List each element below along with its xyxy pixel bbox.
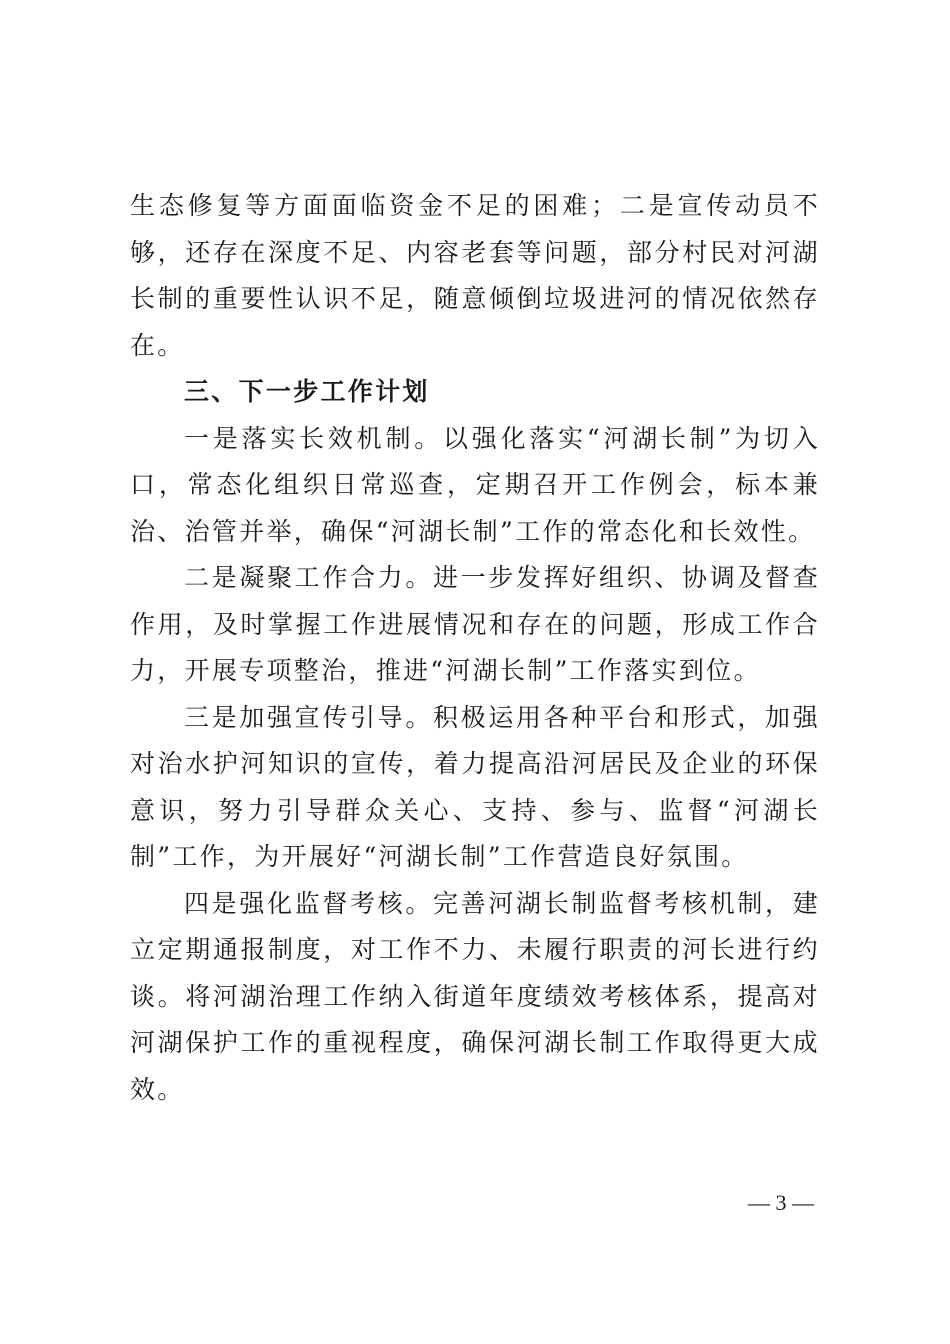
plan-item-4: 四是强化监督考核。完善河湖长制监督考核机制，建立定期通报制度，对工作不力、未履行职责的河长进行约谈。将河湖治理工作纳入街道年度绩效考核体系，提高对河湖保护工作的重视程度，确保河湖长制工作取得更大成效。 xyxy=(130,888,820,1104)
section-heading: 三、下一步工作计划 xyxy=(184,377,430,406)
page-number: — 3 — xyxy=(748,1190,814,1215)
plan-item-2: 二是凝聚工作合力。进一步发挥好组织、协调及督查作用，及时掌握工作进展情况和存在的问题，形成工作合力，开展专项整治，推进“河湖长制”工作落实到位。 xyxy=(130,563,820,685)
document-body xyxy=(130,183,820,1113)
plan-item-3: 三是加强宣传引导。积极运用各种平台和形式，加强对治水护河知识的宣传，着力提高沿河居民及企业的环保意识，努力引导群众关心、支持、参与、监督“河湖长制”工作，为开展好“河湖长制”工作营造良好氛围。 xyxy=(130,702,820,871)
plan-item-1: 一是落实长效机制。以强化落实“河湖长制”为切入口，常态化组织日常巡查，定期召开工作例会，标本兼治、治管并举，确保“河湖长制”工作的常态化和长效性。 xyxy=(130,423,820,546)
continued-paragraph: 生态修复等方面面临资金不足的困难；二是宣传动员不够，还存在深度不足、内容老套等问题，部分村民对河湖长制的重要性认识不足，随意倾倒垃圾进河的情况依然存在。 xyxy=(130,191,820,360)
